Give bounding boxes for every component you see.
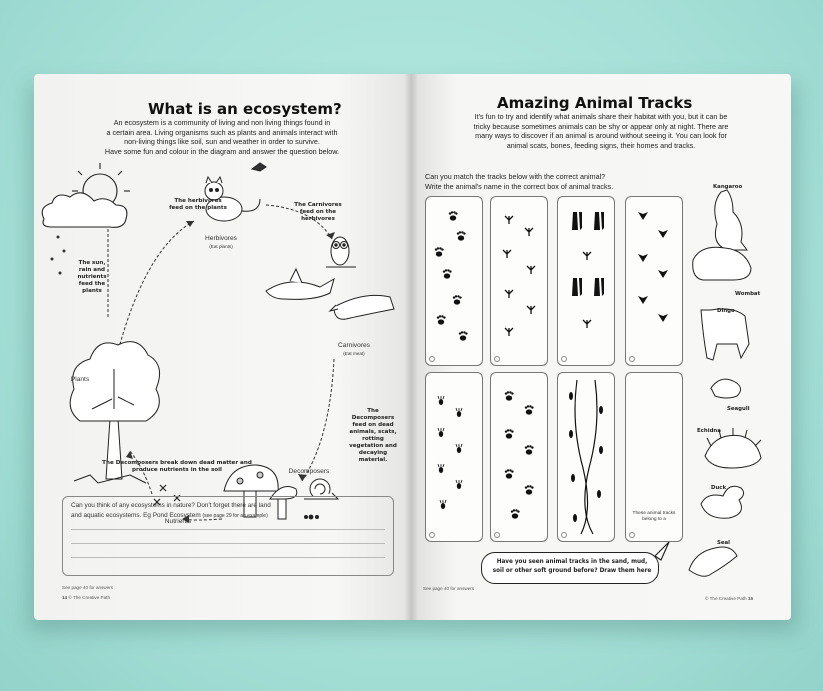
owl-icon (326, 237, 356, 267)
answer-line[interactable] (71, 529, 385, 530)
instruction-line: Can you match the tracks below with the correct animal? (425, 172, 606, 181)
carnivores-title: Carnivores (338, 342, 370, 349)
intro-line: It's fun to try and identify what animals share their habitat with you, but it can be (474, 112, 728, 121)
intro-line: An ecosystem is a community of living and non living things found in (113, 118, 331, 127)
wombat-tracks (435, 211, 468, 340)
left-page-title: What is an ecosystem? (148, 100, 342, 118)
kangaroo-tracks (572, 212, 604, 328)
seal-icon (689, 547, 737, 576)
tree-icon (70, 342, 159, 479)
right-page-title: Amazing Animal Tracks (497, 94, 693, 112)
question-line-2-main: and aquatic ecosystems. Eg Pond Ecosystem (71, 512, 201, 519)
tracks-artwork (411, 74, 791, 620)
echidna-tracks (438, 396, 462, 509)
nutrients-label: Nutrients (164, 518, 192, 525)
drawing-prompt-bubble (481, 552, 659, 584)
answer-line[interactable] (71, 557, 385, 558)
decomposers-label: Decomposers (288, 468, 330, 475)
duck-tracks (638, 212, 668, 322)
animal-name-seagull: Seagull (727, 406, 750, 412)
right-footer-answers: See page 40 for answers (423, 586, 475, 591)
cloud-icon (42, 193, 127, 228)
right-page (411, 74, 791, 620)
question-line-2 (71, 511, 387, 521)
shark-icon (266, 269, 334, 299)
wombat-icon (693, 247, 751, 280)
arrow-head (326, 232, 335, 239)
arrow-carnivores-to-decomposers (302, 359, 334, 481)
question-line-1: Can you think of any ecosystems in nature? Don't forget there are land (71, 502, 271, 509)
arrow-plants-to-herbivores (116, 221, 194, 359)
instruction-line: Write the animal's name in the correct box of animal tracks. (425, 181, 614, 191)
dingo-icon (701, 309, 749, 360)
rain-drops (51, 236, 66, 275)
left-footer-brand: © The Creative Path (68, 595, 111, 600)
ecosystem-question-box (62, 496, 394, 576)
seal-flipper-marks (569, 392, 603, 522)
animal-name-kangaroo: Kangaroo (713, 184, 743, 190)
intro-line: many ways to discover if an animal is around without seeing it. You can look for (475, 131, 727, 141)
carnivores-note: The Carnivores feed on the herbivores (294, 202, 342, 222)
herbivores-subtitle: (Eat plants) (209, 244, 233, 249)
arrow-head (126, 451, 133, 459)
left-footer (62, 595, 110, 600)
seagull-icon (711, 379, 741, 398)
seagull-tracks (503, 216, 535, 336)
book-gutter (404, 74, 418, 620)
decomposers-break-note: The Decomposers break down dead matter and produce nutrients in the soil (102, 460, 252, 473)
herbivores-title: Herbivores (205, 235, 237, 242)
herbivores-label (186, 235, 256, 251)
question-line-2-ref: (see page 29 for an example) (202, 513, 268, 519)
answer-line[interactable] (71, 543, 385, 544)
duck-icon (701, 486, 744, 518)
last-card-note: These animal tracks belong to a (632, 511, 676, 522)
carnivores-subtitle: (Eat meat) (343, 351, 365, 356)
right-footer-brand: © The Creative Path (705, 596, 747, 601)
bird-icon (252, 163, 266, 171)
left-page-number: 14 (62, 595, 68, 600)
sun-note: The sun, rain and nutrients feed the plants (77, 260, 107, 294)
echidna-icon (705, 435, 761, 468)
drawing-prompt-text: Have you seen animal tracks in the sand, mud, soil or other soft ground before? Draw them here (492, 559, 652, 574)
animal-name-seal: Seal (717, 540, 731, 546)
bubble-tail (655, 542, 675, 562)
carnivores-label (324, 342, 384, 358)
intro-line: tricky because sometimes animals can be shy or appear only at night. There are (473, 121, 729, 131)
animal-name-duck: Duck (711, 485, 727, 491)
ecosystem-intro (50, 118, 394, 156)
animal-name-dingo: Dingo (717, 308, 735, 314)
intro-line: a certain area. Living organisms such as plants and animals interact with (106, 127, 338, 137)
plants-label: Plants (70, 376, 90, 383)
right-footer (705, 596, 753, 601)
intro-line: animal scats, bones, feeding signs, their homes and tracks. (506, 140, 696, 150)
intro-line: Have some fun and colour in the diagram and answer the question below. (104, 146, 340, 156)
arrow-head (186, 221, 194, 227)
seal-tracks (575, 380, 597, 534)
kangaroo-icon (715, 190, 747, 250)
decomposers-note: The Decomposers feed on dead animals, scats, rotting vegetation and decaying material. (349, 408, 397, 463)
crocodile-icon (330, 295, 394, 319)
animal-name-wombat: Wombat (735, 291, 761, 297)
left-footer-answers: See page 40 for answers (62, 585, 114, 590)
dingo-tracks (505, 391, 534, 518)
herbivores-note: The herbivores feed on the plants (169, 198, 227, 211)
left-page (34, 74, 411, 620)
intro-line: non-living things like soil, sun and weather in order to survive. (124, 137, 320, 147)
ecosystem-question (71, 501, 387, 521)
animal-name-echidna: Echidna (697, 428, 721, 434)
right-page-number: 15 (747, 596, 754, 601)
